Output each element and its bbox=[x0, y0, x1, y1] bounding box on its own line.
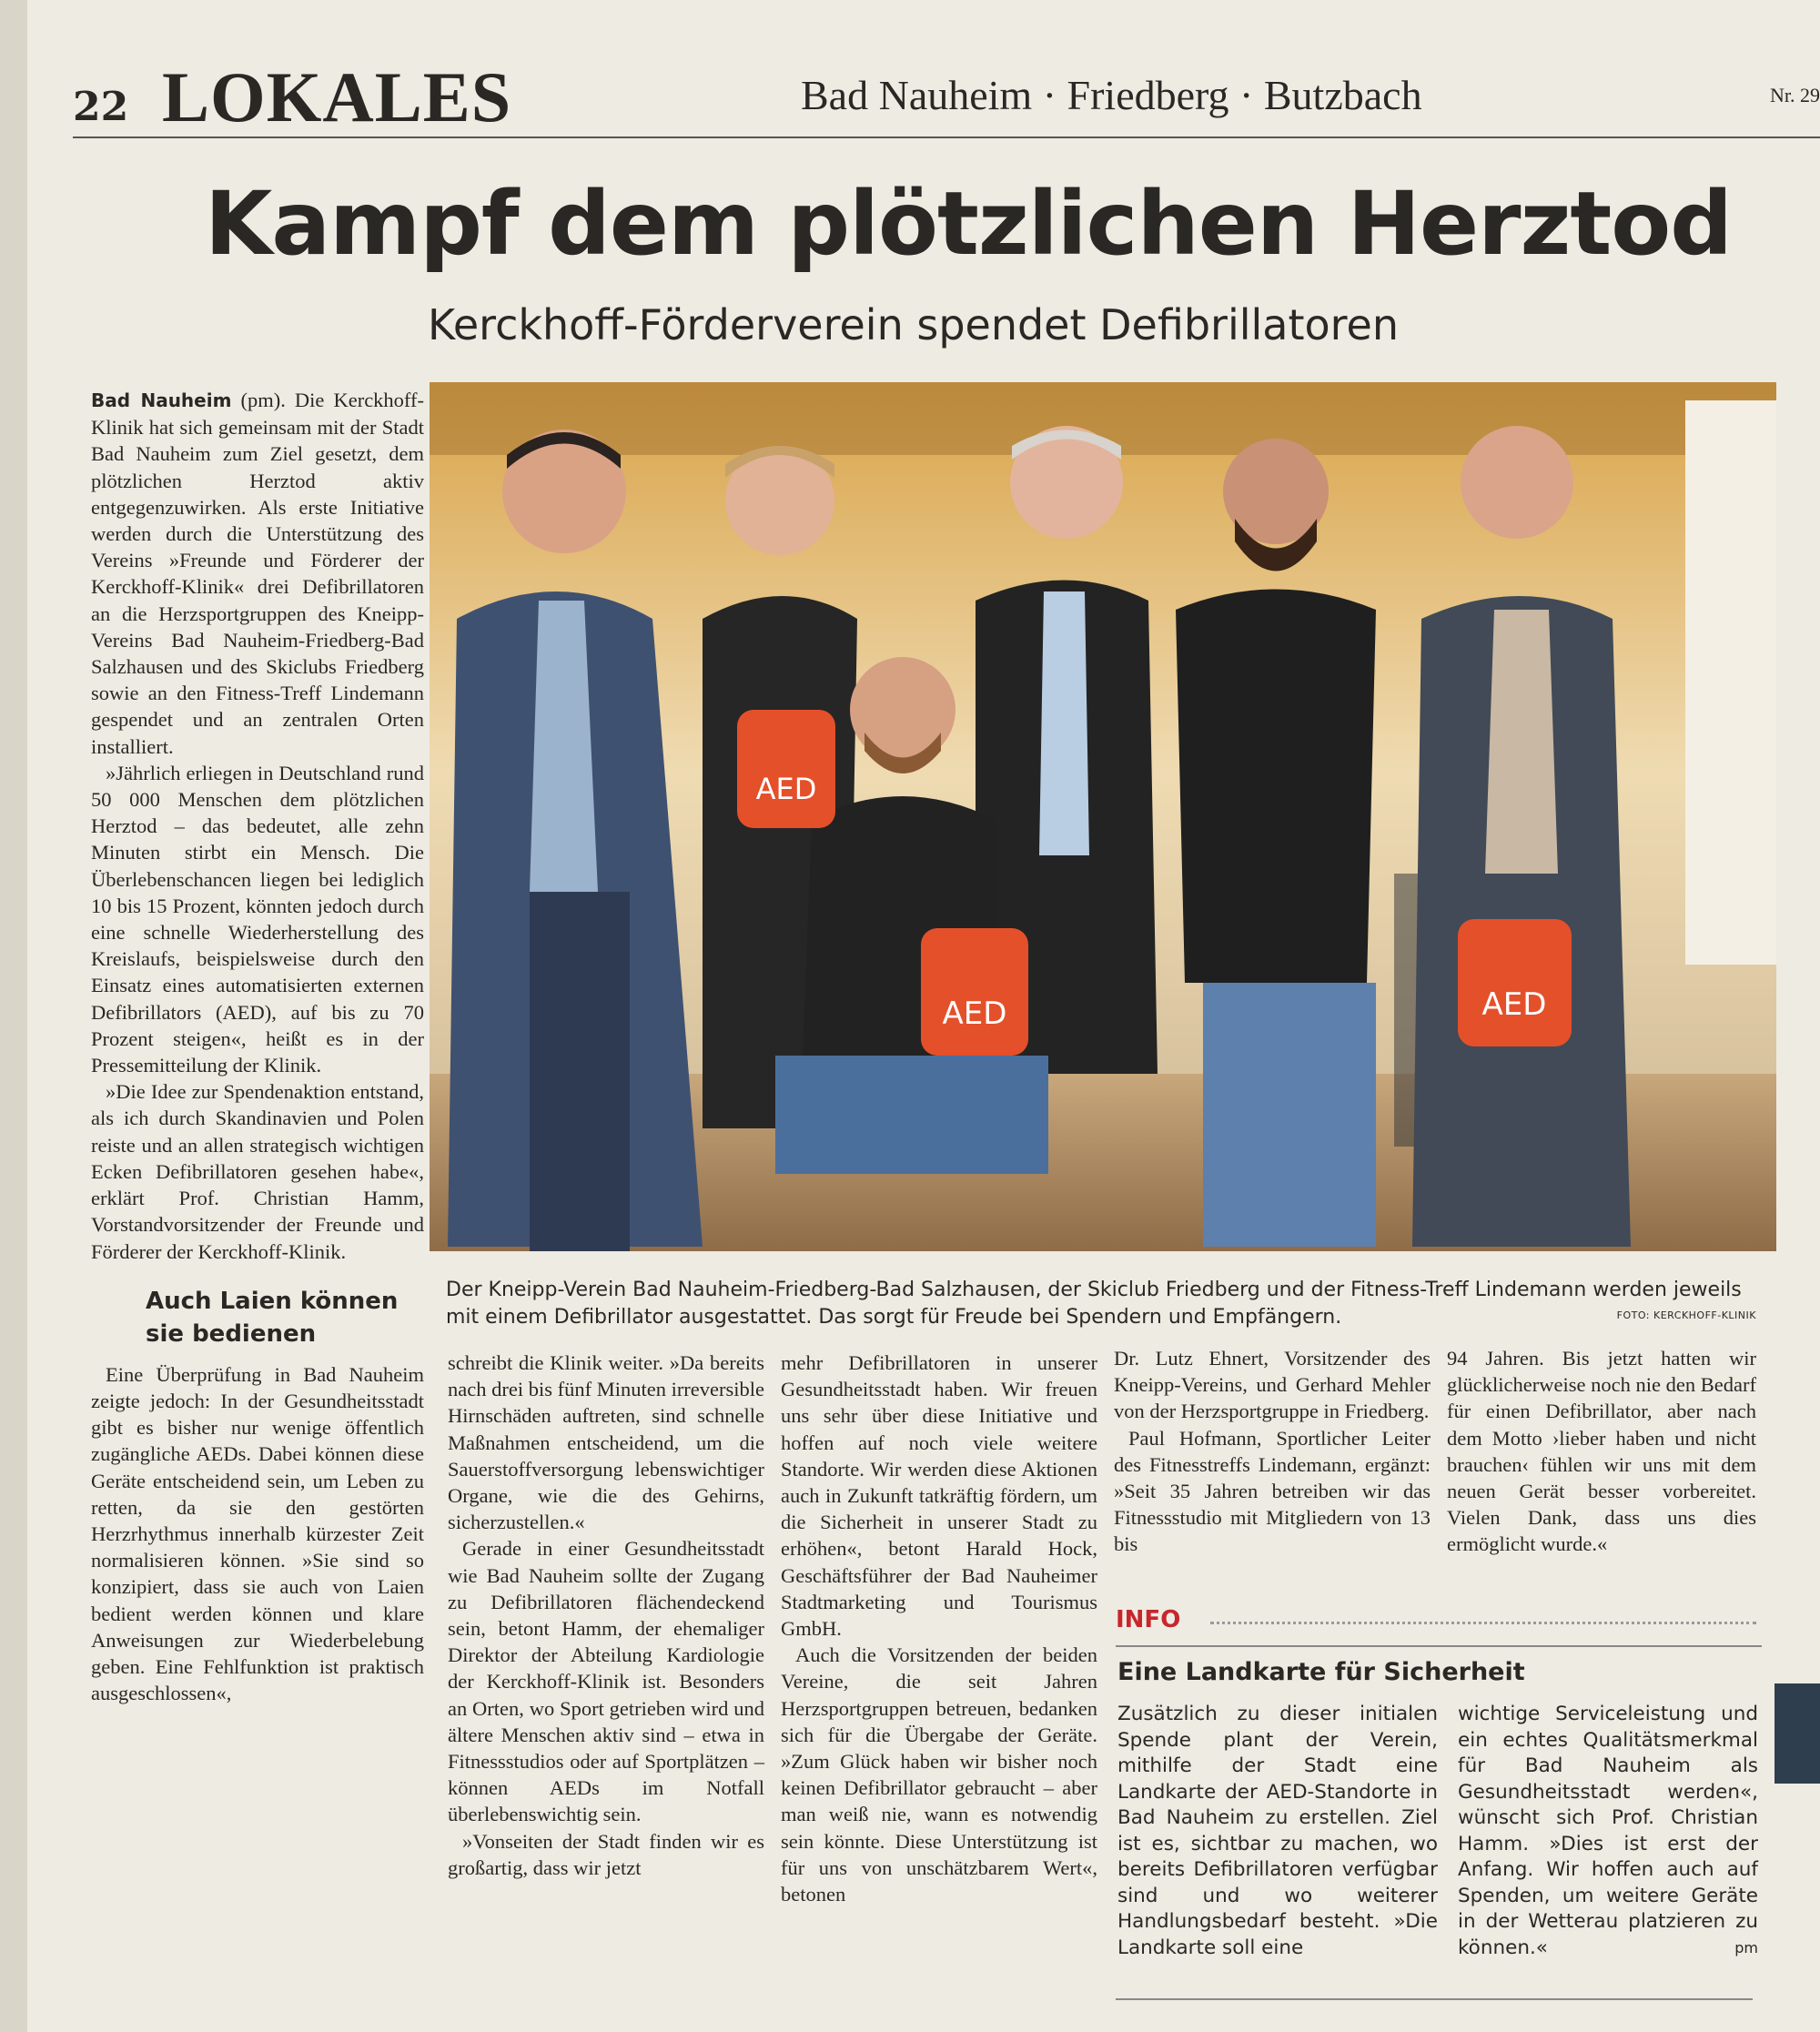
paragraph: »Vonseiten der Stadt finden wir es großartig, dass wir jetzt bbox=[448, 1829, 764, 1879]
info-divider bbox=[1210, 1622, 1756, 1624]
paragraph-text: (pm). Die Kerckhoff-Klinik hat sich gemeinsam mit der Stadt Bad Nauheim zum Ziel gesetzt, dem plötzlichen Herztod aktiv entgegenzuwirken. Als erste Initiative werden durch die Unterstützung des Vereins »Freunde und Förderer der Kerckhoff-Klinik« drei Defibrillatoren an die Herzsportgruppen des Kneipp-Vereins Bad Nauheim-Friedberg-Bad Salzhausen und des Skiclubs Friedberg sowie an den Fitness-Treff Lindemann gespendet und an zentralen Orten installiert. bbox=[91, 389, 425, 758]
section-title: LOKALES bbox=[162, 57, 512, 136]
neighbouring-info-box bbox=[1774, 1683, 1820, 1784]
issue-number: Nr. 29 bbox=[1770, 84, 1820, 106]
aed-device-2 bbox=[921, 928, 1028, 1056]
window bbox=[1685, 400, 1776, 965]
page-number: 22 bbox=[73, 84, 129, 130]
paragraph: 94 Jahren. Bis jetzt hatten wir glücklicherweise noch nie den Bedarf für einen Defibrillator, aber nach dem Motto ›lieber haben und nicht brauchen‹ fühlen wir uns mit dem neuen Gerät besser vorbereitet. Vielen Dank, dass uns dies ermöglicht wurde.« bbox=[1447, 1347, 1756, 1556]
aed-device-3 bbox=[1458, 919, 1572, 1046]
masthead-rule bbox=[73, 136, 1820, 138]
paragraph: Auch die Vorsitzenden der beiden Vereine, die seit Jahren Herzsportgruppen betreuen, bedanken sich für die Übergabe der Geräte. »Zum Glück haben wir bisher noch keinen Defibrillator gebraucht – aber man weiß nie, wann es notwendig sein könnte. Diese Unterstützung ist für uns von unschätzbarem Wert«, betonen bbox=[781, 1643, 1097, 1906]
article-column-5 bbox=[1447, 1345, 1756, 1558]
paragraph: »Jährlich erliegen in Deutschland rund 50 000 Menschen dem plötzlichen Herztod – das bedeutet, alle zehn Minuten stirbt ein Mensch. Die Überlebenschancen liegen bei lediglich 10 bis 15 Prozent, könnten jedoch durch eine schnelle Wiederherstellung des Kreislaufs, beispielsweise durch den Einsatz eines automatisierten externen Defibrillators (AED), auf bis zu 70 Prozent steigen«, heißt es in der Pressemitteilung der Klinik. bbox=[91, 761, 424, 1077]
article-column-3 bbox=[781, 1350, 1097, 1907]
paragraph bbox=[91, 387, 424, 760]
author-tag: pm bbox=[1734, 1938, 1758, 1956]
photo-caption bbox=[446, 1277, 1756, 1331]
region-line: Bad Nauheim · Friedberg · Butzbach bbox=[801, 72, 1422, 118]
info-label: INFO bbox=[1116, 1606, 1181, 1633]
article-column-1 bbox=[91, 387, 424, 1706]
subtitle: Auch Laien können sie bedienen bbox=[146, 1287, 399, 1348]
info-column-2-text: wichtige Serviceleistung und ein echtes Qualitätsmerkmal für Bad Nauheim als Gesundheitsstadt werden«, wünscht sich Prof. Christian Hamm. »Dies ist erst der Anfang. Wir hoffen auch auf Spenden, um weitere Geräte in der Wetterau platzieren zu können.« bbox=[1458, 1703, 1758, 1959]
aed-device-1 bbox=[737, 710, 835, 828]
paragraph: mehr Defibrillatoren in unserer Gesundheitsstadt haben. Wir freuen uns sehr über diese Initiative und hoffen auf noch viele weitere Standorte. Wir werden diese Aktionen auch in Zukunft tatkräftig fördern, um die Sicherheit in unserer Stadt zu erhöhen«, betont Harald Hock, Geschäftsführer der Bad Nauheimer Stadtmarketing und Tourismus GmbH. bbox=[781, 1351, 1097, 1641]
subheadline: Kerckhoff-Förderverein spendet Defibrillatoren bbox=[428, 300, 1400, 349]
info-column-2 bbox=[1458, 1702, 1758, 1961]
photo-illustration bbox=[430, 382, 1776, 1251]
paragraph: »Die Idee zur Spendenaktion entstand, als ich durch Skandinavien und Polen reiste und an allen strategisch wichtigen Ecken Defibrillatoren gesehen habe«, erklärt Prof. Christian Hamm, Vorstandvorsitzender der Freunde und Förderer der Kerckhoff-Klinik. bbox=[91, 1080, 424, 1263]
aed-label: AED bbox=[755, 772, 817, 806]
info-bottom-rule bbox=[1116, 1998, 1753, 2000]
photo-credit: FOTO: KERCKHOFF-KLINIK bbox=[1616, 1309, 1756, 1321]
article-photo bbox=[430, 382, 1776, 1251]
aed-label: AED bbox=[942, 996, 1007, 1032]
paragraph: Gerade in einer Gesundheitsstadt wie Bad Nauheim sollte der Zugang zu Defibrillatoren flächendeckend sein, betont Hamm, der ehemaliger Direktor der Abteilung Kardiologie der Kerckhoff-Klinik ist. Besonders an Orten, wo Sport getrieben wird und ältere Menschen aktiv sind – etwa in Fitnessstudios oder auf Sportplätzen – können AEDs im Notfall überlebenswichtig sein. bbox=[448, 1537, 764, 1826]
headline: Kampf dem plötzlichen Herztod bbox=[205, 173, 1732, 275]
caption-text: Der Kneipp-Verein Bad Nauheim-Friedberg-Bad Salzhausen, der Skiclub Friedberg und der Fitness-Treff Lindemann werden jeweils mit einem Defibrillator ausgestattet. Das sorgt für Freude bei Spendern und Empfängern. bbox=[446, 1279, 1742, 1329]
paragraph: Paul Hofmann, Sportlicher Leiter des Fitnesstreffs Lindemann, ergänzt: »Seit 35 Jahren betreiben wir das Fitnessstudio mit Mitgliedern von 13 bis bbox=[1114, 1426, 1431, 1556]
paragraph: Dr. Lutz Ehnert, Vorsitzender des Kneipp-Vereins, und Gerhard Mehler von der Herzsportgruppe in Friedberg. bbox=[1114, 1347, 1431, 1423]
dateline: Bad Nauheim bbox=[91, 389, 232, 411]
aed-label: AED bbox=[1481, 986, 1547, 1023]
article-column-2 bbox=[448, 1350, 764, 1881]
paragraph: Eine Überprüfung in Bad Nauheim zeigte jedoch: In der Gesundheitsstadt gibt es bisher nur wenige öffentlich zugängliche AEDs. Dabei können diese Geräte entscheidend sein, um Leben zu retten, da sie den gestörten Herzrhythmus innerhalb kürzester Zeit normalisieren können. »Sie sind so konzipiert, dass sie auch von Laien bedient werden können und klare Anweisungen zur Wiederbelebung geben. Eine Fehlfunktion ist praktisch ausgeschlossen«, bbox=[91, 1362, 424, 1705]
article-column-4 bbox=[1114, 1345, 1431, 1558]
info-column-1: Zusätzlich zu dieser initialen Spende plant der Verein, mithilfe der Stadt eine Landkarte der AED-Standorte in Bad Nauheim zu erstellen. Ziel ist es, sichtbar zu machen, wo bereits Defibrillatoren verfügbar sind und wo weiterer Handlungsbedarf besteht. »Die Landkarte soll eine bbox=[1117, 1703, 1438, 1959]
paragraph: schreibt die Klinik weiter. »Da bereits nach drei bis fünf Minuten irreversible Hirnschäden auftreten, sind schnelle Maßnahmen entscheidend, um die Sauerstoffversorgung lebenswichtiger Organe, wie die des Gehirns, sicherzustellen.« bbox=[448, 1351, 765, 1534]
info-title: Eine Landkarte für Sicherheit bbox=[1117, 1658, 1525, 1686]
